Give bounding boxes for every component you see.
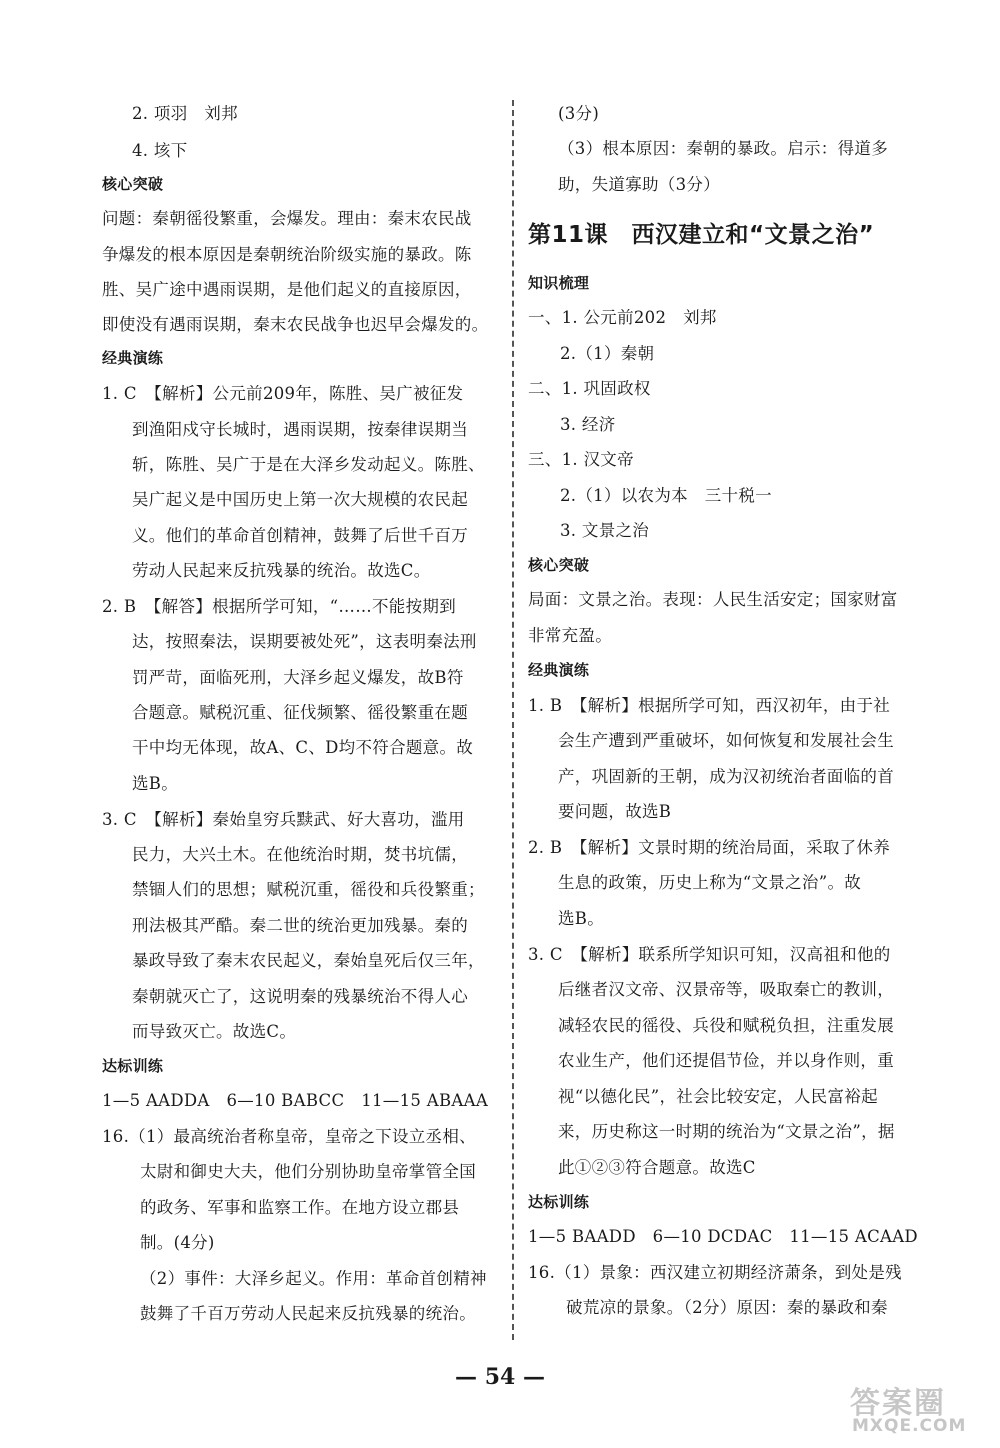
text-line: （3）根本原因：秦朝的暴政。启示：得道多 — [558, 139, 888, 158]
section-heading: 达标训练 — [528, 1193, 590, 1211]
text-line: 3. C 【解析】秦始皇穷兵黩武、好大喜功，滥用 — [102, 810, 465, 829]
text-line: 民力，大兴土木。在他统治时期，焚书坑儒， — [132, 845, 468, 864]
page-number: — 54 — — [455, 1364, 545, 1390]
text-line: 的政务、军事和监察工作。在地方设立郡县 — [140, 1198, 460, 1217]
text-line: 非常充盈。 — [528, 626, 612, 645]
text-line: 暴政导致了秦末农民起义，秦始皇死后仅三年， — [132, 951, 485, 970]
text-line: 合题意。赋税沉重、征伐频繁、徭役繁重在题 — [132, 703, 468, 722]
text-line: 2.（1）秦朝 — [560, 344, 655, 363]
section-heading: 经典演练 — [528, 661, 590, 679]
text-line: 胜、吴广途中遇雨误期，是他们起义的直接原因， — [102, 280, 472, 299]
text-line: 2. B 【解析】文景时期的统治局面，采取了休养 — [528, 838, 891, 857]
column-divider — [512, 100, 514, 1340]
section-heading: 知识梳理 — [528, 274, 590, 292]
text-line: 16.（1）景象：西汉建立初期经济萧条，到处是残 — [528, 1263, 902, 1282]
watermark-url: MXQE.COM — [852, 1416, 967, 1436]
text-line: 而导致灭亡。故选C。 — [132, 1022, 297, 1041]
text-line: 后继者汉文帝、汉景帝等，吸取秦亡的教训， — [558, 980, 894, 999]
text-line: （2）事件：大泽乡起义。作用：革命首创精神 — [140, 1269, 487, 1288]
text-line: 局面：文景之治。表现：人民生活安定；国家财富 — [528, 590, 898, 609]
text-line: 1—5 BAADD 6—10 DCDAC 11—15 ACAAD — [528, 1227, 918, 1246]
text-line: 一、1. 公元前202 刘邦 — [528, 308, 717, 327]
text-line: 农业生产，他们还提倡节俭，并以身作则，重 — [558, 1051, 894, 1070]
text-line: 3. 经济 — [560, 415, 616, 434]
section-heading: 达标训练 — [102, 1057, 164, 1075]
text-line: 1. C 【解析】公元前209年，陈胜、吴广被征发 — [102, 384, 464, 403]
text-line: 视“以德化民”，社会比较安定，人民富裕起 — [558, 1087, 878, 1106]
text-line: 到渔阳戍守长城时，遇雨误期，按秦律误期当 — [132, 420, 468, 439]
text-line: 吴广起义是中国历史上第一次大规模的农民起 — [132, 490, 468, 509]
text-line: 2. B 【解答】根据所学可知，“……不能按期到 — [102, 597, 456, 616]
section-heading: 核心突破 — [102, 175, 164, 193]
text-line: 来，历史称这一时期的统治为“文景之治”，据 — [558, 1122, 895, 1141]
text-line: 16.（1）最高统治者称皇帝，皇帝之下设立丞相、 — [102, 1127, 476, 1146]
text-line: 助，失道寡助（3分） — [558, 175, 720, 194]
text-line: 产，巩固新的王朝，成为汉初统治者面临的首 — [558, 767, 894, 786]
text-line: 制。(4分) — [140, 1233, 215, 1252]
text-line: 减轻农民的徭役、兵役和赋税负担，注重发展 — [558, 1016, 894, 1035]
text-line: 1. B 【解析】根据所学可知，西汉初年，由于社 — [528, 696, 891, 715]
text-line: 选B。 — [558, 909, 605, 928]
text-line: 1—5 AADDA 6—10 BABCC 11—15 ABAAA — [102, 1091, 489, 1110]
text-line: 2. 项羽 刘邦 — [132, 104, 238, 123]
text-line: 刑法极其严酷。秦二世的统治更加残暴。秦的 — [132, 916, 468, 935]
text-line: 干中均无体现，故A、C、D均不符合题意。故 — [132, 738, 474, 757]
text-line: (3分) — [558, 104, 600, 123]
text-line: 问题：秦朝徭役繁重，会爆发。理由：秦末农民战 — [102, 209, 472, 228]
text-line: 禁锢人们的思想；赋税沉重，徭役和兵役繁重； — [132, 880, 485, 899]
lesson-title: 第11课 西汉建立和“文景之治” — [528, 222, 875, 248]
text-line: 二、1. 巩固政权 — [528, 379, 651, 398]
text-line: 选B。 — [132, 774, 179, 793]
watermark-text: 答案圈 — [850, 1386, 946, 1421]
text-line: 4. 垓下 — [132, 141, 188, 160]
text-line: 劳动人民起来反抗残暴的统治。故选C。 — [132, 561, 431, 580]
text-line: 秦朝就灭亡了，这说明秦的残暴统治不得人心 — [132, 987, 468, 1006]
text-line: 要问题，故选B — [558, 802, 672, 821]
text-line: 3. 文景之治 — [560, 521, 650, 540]
text-line: 此①②③符合题意。故选C — [558, 1158, 756, 1177]
text-line: 破荒凉的景象。（2分）原因：秦的暴政和秦 — [566, 1298, 888, 1317]
section-heading: 核心突破 — [528, 556, 590, 574]
text-line: 达，按照秦法，误期要被处死”，这表明秦法刑 — [132, 632, 477, 651]
section-heading: 经典演练 — [102, 349, 164, 367]
text-line: 2.（1）以农为本 三十税一 — [560, 486, 772, 505]
text-line: 会生产遭到严重破坏，如何恢复和发展社会生 — [558, 731, 894, 750]
text-line: 斩，陈胜、吴广于是在大泽乡发动起义。陈胜、 — [132, 455, 485, 474]
text-line: 义。他们的革命首创精神，鼓舞了后世千百万 — [132, 526, 468, 545]
watermark-logo — [842, 1378, 992, 1440]
text-line: 3. C 【解析】联系所学知识可知，汉高祖和他的 — [528, 945, 891, 964]
text-line: 鼓舞了千百万劳动人民起来反抗残暴的统治。 — [140, 1304, 476, 1323]
text-line: 争爆发的根本原因是秦朝统治阶级实施的暴政。陈 — [102, 245, 472, 264]
text-line: 罚严苛，面临死刑，大泽乡起义爆发，故B符 — [132, 668, 464, 687]
text-line: 即使没有遇雨误期，秦末农民战争也迟早会爆发的。 — [102, 315, 489, 334]
text-line: 生息的政策，历史上称为“文景之治”。故 — [558, 873, 862, 892]
text-line: 太尉和御史大夫，他们分别协助皇帝掌管全国 — [140, 1162, 476, 1181]
text-line: 三、1. 汉文帝 — [528, 450, 634, 469]
